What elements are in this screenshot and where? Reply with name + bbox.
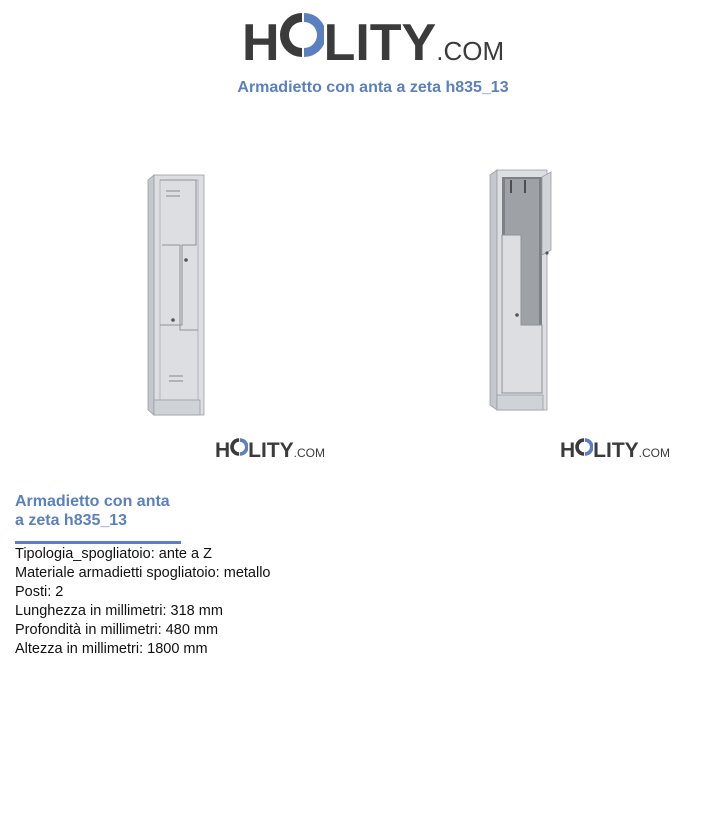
- spec-item: Profondità in millimetri: 480 mm: [15, 622, 219, 638]
- title-underline: [15, 541, 181, 544]
- spec-item: Tipologia_spogliatoio: ante a Z: [15, 546, 212, 562]
- product-title-line1: Armadietto con anta: [15, 493, 170, 510]
- logo-text-lity: LITY: [323, 14, 437, 72]
- holity-logo[interactable]: [242, 10, 504, 70]
- logo-text-h: H: [215, 439, 231, 462]
- logo-o-icon: [575, 437, 593, 457]
- spec-item: Lunghezza in millimetri: 318 mm: [15, 603, 223, 619]
- logo-o-icon: [230, 437, 248, 457]
- logo-text-lity: LITY: [248, 439, 294, 462]
- spec-item: Posti: 2: [15, 584, 64, 600]
- spec-list: [15, 545, 271, 659]
- holity-logo-small-left: [215, 437, 325, 466]
- logo-text-lity: LITY: [593, 439, 639, 462]
- logo-o-icon: [280, 10, 324, 60]
- spec-item: Altezza in millimetri: 1800 mm: [15, 641, 208, 657]
- holity-logo-small-right: [560, 437, 670, 466]
- logo-text-h: H: [560, 439, 576, 462]
- page-title: Armadietto con anta a zeta h835_13: [237, 79, 509, 96]
- locker-closed-image: [140, 170, 210, 420]
- product-title: [15, 492, 195, 530]
- locker-open-image: [485, 165, 560, 415]
- logo-text-com: .COM: [436, 36, 505, 66]
- spec-item: Materiale armadietti spogliatoio: metallo: [15, 565, 271, 581]
- logo-text-com: .COM: [293, 446, 326, 460]
- logo-text-h: H: [242, 14, 280, 72]
- logo-text-com: .COM: [638, 446, 671, 460]
- product-title-line2: a zeta h835_13: [15, 512, 128, 529]
